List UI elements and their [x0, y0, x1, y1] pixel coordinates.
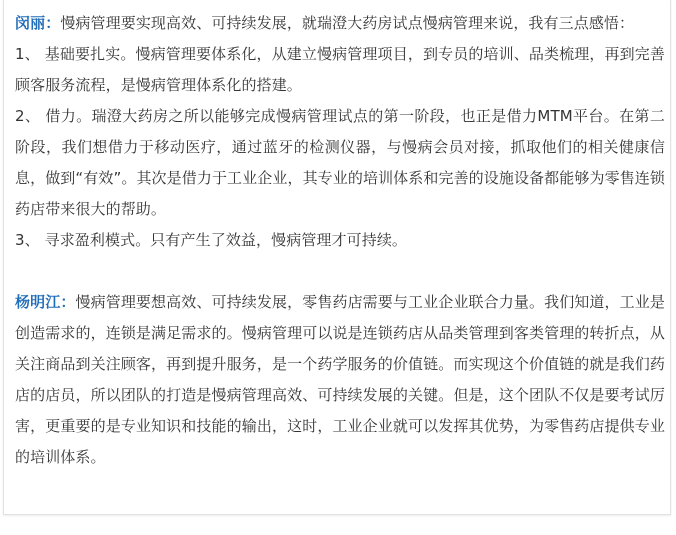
speaker-name: 杨明江： [15, 293, 76, 311]
section1-point-2: 2、 借力。瑞澄大药房之所以能够完成慢病管理试点的第一阶段，也正是借力MTM平台。在第二阶段，我们想借力于移动医疗，通过蓝牙的检测仪器，与慢病会员对接，抓取他们的相关健康信息，做到“有效”。其次是借力于工业企业，其专业的培训体系和完善的设施设备都能够为零售连锁药店带来很大的帮助。 [15, 107, 665, 218]
section1-point-3: 3、 寻求盈利模式。只有产生了效益，慢病管理才可持续。 [15, 231, 408, 249]
section2-text: 慢病管理要想高效、可持续发展，零售药店需要与工业企业联合力量。我们知道，工业是创造需求的，连锁是满足需求的。慢病管理可以说是连锁药店从品类管理到客类管理的转折点，从关注商品到关注顾客，再到提升服务，是一个药学服务的价值链。而实现这个价值链的就是我们药店的店员，所以团队的打造是慢病管理高效、可持续发展的关键。但是，这个团队不仅是要考试厉害，更重要的是专业知识和技能的输出，这时，工业企业就可以发挥其优势，为零售药店提供专业的培训体系。 [15, 293, 665, 466]
paragraph-spacer [15, 256, 665, 287]
section1-intro [15, 8, 665, 39]
section2-paragraph [15, 287, 665, 473]
section1-intro-text: 慢病管理要实现高效、可持续发展，就瑞澄大药房试点慢病管理来说，我有三点感悟： [60, 14, 635, 32]
article-content [15, 8, 665, 473]
section1-point-1: 1、 基础要扎实。慢病管理要体系化，从建立慢病管理项目，到专员的培训、品类梳理，再到完善顾客服务流程，是慢病管理体系化的搭建。 [15, 45, 665, 94]
speaker-name: 闵丽： [15, 14, 61, 32]
